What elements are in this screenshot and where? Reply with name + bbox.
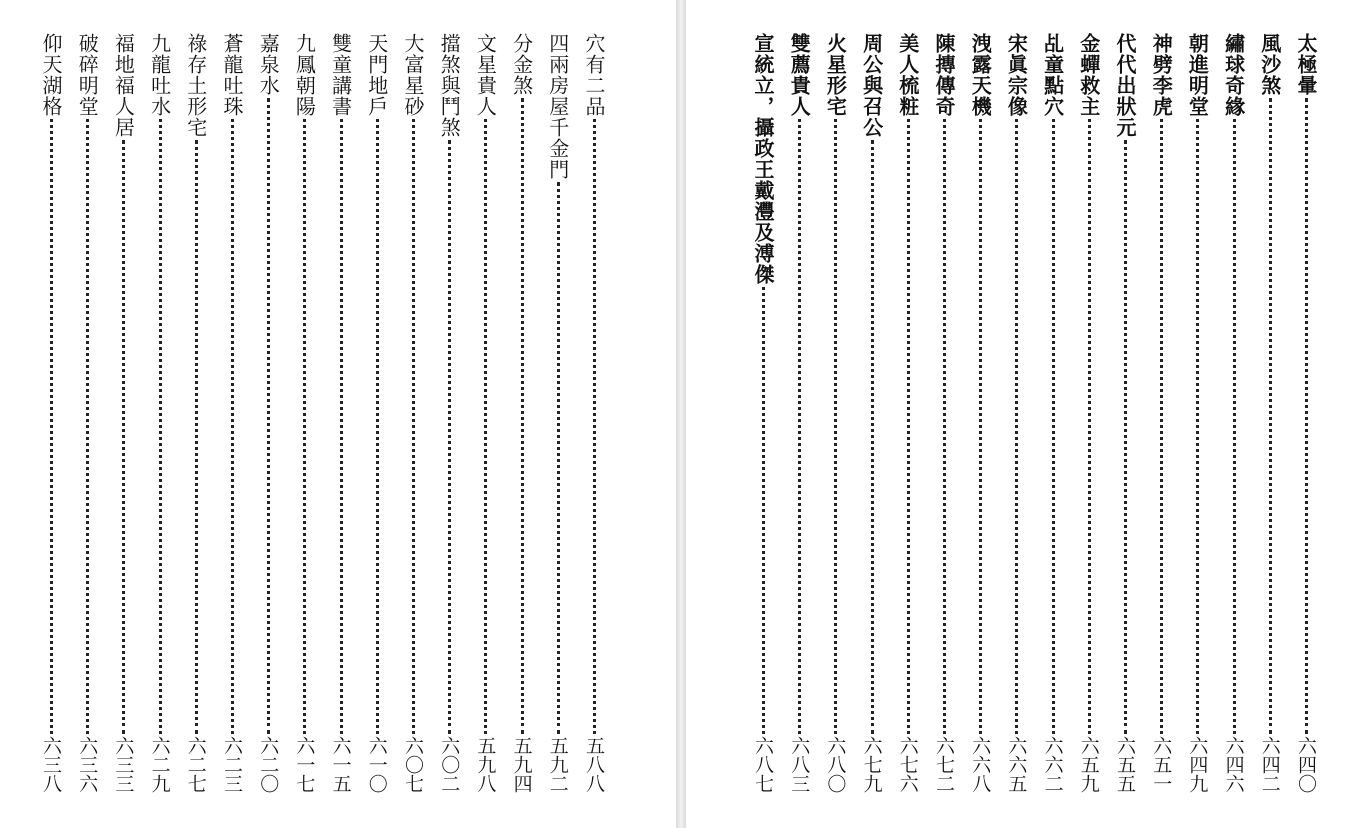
- toc-entry-title: 祿存土形宅: [183, 33, 208, 138]
- toc-entry[interactable]: [437, 33, 461, 793]
- toc-entry[interactable]: [329, 33, 353, 793]
- toc-entry[interactable]: [968, 33, 992, 793]
- toc-entry[interactable]: [1149, 33, 1173, 793]
- toc-entry-page-number: 六五一: [1150, 736, 1173, 793]
- dot-leader: [1088, 119, 1091, 734]
- right-page: [686, 0, 1360, 828]
- toc-entry[interactable]: [365, 33, 389, 793]
- dot-leader: [1052, 119, 1055, 734]
- dot-leader: [1233, 119, 1236, 734]
- toc-entry-page-number: 六八七: [752, 736, 774, 793]
- toc-entry[interactable]: [1185, 33, 1209, 793]
- dot-leader: [1196, 119, 1199, 734]
- toc-entry-page-number: 五九八: [474, 736, 497, 793]
- dot-leader: [448, 140, 451, 734]
- toc-entry-title: 九龍吐水: [147, 33, 172, 117]
- toc-entry-page-number: 六四九: [1186, 736, 1209, 793]
- dot-leader: [159, 119, 162, 734]
- dot-leader: [50, 119, 53, 734]
- toc-entry-title: 雙童講書: [328, 33, 353, 117]
- dot-leader: [1305, 98, 1308, 734]
- toc-entry[interactable]: [1222, 33, 1246, 793]
- left-page: [0, 0, 676, 828]
- toc-entry-page-number: 六六五: [1005, 736, 1028, 793]
- toc-entry[interactable]: [546, 33, 570, 793]
- toc-entry-page-number: 六三八: [40, 736, 62, 793]
- toc-entry-title: 四兩房屋千金門: [545, 33, 570, 180]
- dot-leader: [521, 98, 524, 734]
- toc-entry[interactable]: [896, 33, 920, 793]
- dot-leader: [907, 119, 910, 734]
- book-gutter: [676, 0, 686, 828]
- toc-entry-title: 陳摶傳奇: [932, 33, 956, 117]
- toc-entry-page-number: 六一七: [293, 736, 316, 793]
- dot-leader: [979, 119, 982, 734]
- toc-entry-title: 代代出狀元: [1113, 33, 1137, 138]
- toc-entry-title: 文星貴人: [473, 33, 498, 117]
- dot-leader: [871, 140, 874, 734]
- toc-entry-title: 太極暈: [1294, 33, 1318, 96]
- toc-entry[interactable]: [1294, 33, 1318, 793]
- toc-entry[interactable]: [111, 33, 135, 793]
- toc-entry-page-number: 六四二: [1258, 736, 1281, 793]
- toc-entry-page-number: 五八八: [583, 736, 605, 793]
- dot-leader: [340, 119, 343, 734]
- toc-entry-page-number: 六一〇: [365, 736, 388, 793]
- toc-entry[interactable]: [473, 33, 497, 793]
- toc-entry-title: 朝進明堂: [1185, 33, 1210, 117]
- dot-leader: [195, 140, 198, 734]
- toc-entry[interactable]: [823, 33, 847, 793]
- toc-entry[interactable]: [1113, 33, 1137, 793]
- toc-entry[interactable]: [39, 33, 63, 793]
- toc-entry-title: 周公與召公: [859, 33, 884, 138]
- toc-entry-page-number: 六一五: [329, 736, 352, 793]
- toc-entry-title: 風沙煞: [1257, 33, 1282, 96]
- toc-entry-title: 雙薦貴人: [787, 33, 812, 117]
- toc-entry[interactable]: [148, 33, 172, 793]
- toc-entry-title: 宣統立，攝政王戴灃及溥傑: [751, 33, 775, 285]
- toc-entry-page-number: 五九二: [546, 736, 569, 793]
- toc-entry-title: 穴有二品: [582, 33, 606, 117]
- toc-entry-page-number: 六四六: [1222, 736, 1245, 793]
- toc-entry[interactable]: [1077, 33, 1101, 793]
- dot-leader: [122, 140, 125, 734]
- toc-entry[interactable]: [220, 33, 244, 793]
- dot-leader: [86, 119, 89, 734]
- toc-entry-title: 金蟬救主: [1076, 33, 1101, 117]
- toc-entry-page-number: 六三六: [76, 736, 99, 793]
- toc-entry[interactable]: [1004, 33, 1028, 793]
- toc-entry-page-number: 六七二: [933, 736, 955, 793]
- toc-entry-title: 仰天湖格: [39, 33, 63, 117]
- dot-leader: [762, 287, 765, 734]
- toc-entry-page-number: 六五五: [1114, 736, 1136, 793]
- toc-entry[interactable]: [932, 33, 956, 793]
- toc-entry-page-number: 六三三: [112, 736, 135, 793]
- toc-entry-page-number: 六四〇: [1295, 736, 1317, 793]
- toc-entry[interactable]: [860, 33, 884, 793]
- dot-leader: [412, 119, 415, 734]
- toc-entry-title: 嘉泉水: [256, 33, 281, 96]
- toc-entry[interactable]: [1041, 33, 1065, 793]
- toc-entry-page-number: 六六二: [1041, 736, 1064, 793]
- toc-entry-title: 洩露天機: [968, 33, 993, 117]
- toc-entry-page-number: 六〇二: [438, 736, 461, 793]
- toc-entry-page-number: 六〇七: [402, 736, 424, 793]
- toc-entry-page-number: 六二〇: [257, 736, 280, 793]
- toc-entry[interactable]: [184, 33, 208, 793]
- dot-leader: [798, 119, 801, 734]
- toc-entry-title: 宋眞宗像: [1004, 33, 1029, 117]
- toc-entry[interactable]: [256, 33, 280, 793]
- toc-entry[interactable]: [582, 33, 606, 793]
- toc-entry-page-number: 六二七: [184, 736, 207, 793]
- dot-leader: [1124, 140, 1127, 734]
- toc-entry[interactable]: [787, 33, 811, 793]
- toc-entry-title: 九鳳朝陽: [292, 33, 317, 117]
- dot-leader: [267, 98, 270, 734]
- dot-leader: [1015, 119, 1018, 734]
- toc-entry-title: 分金煞: [509, 33, 534, 96]
- toc-entry[interactable]: [1258, 33, 1282, 793]
- toc-entry-title: 破碎明堂: [75, 33, 100, 117]
- toc-entry-page-number: 六七九: [860, 736, 883, 793]
- toc-entry-page-number: 六八〇: [824, 736, 847, 793]
- toc-entry-title: 天門地戶: [364, 33, 389, 117]
- toc-entry[interactable]: [751, 33, 775, 793]
- toc-entry-page-number: 六六八: [969, 736, 992, 793]
- dot-leader: [943, 119, 946, 734]
- dot-leader: [593, 119, 596, 734]
- toc-entry-page-number: 六五九: [1077, 736, 1100, 793]
- toc-entry-title: 火星形宅: [823, 33, 848, 117]
- toc-entry-title: 擋煞與鬥煞: [437, 33, 462, 138]
- toc-entry-page-number: 六二九: [148, 736, 171, 793]
- dot-leader: [1269, 98, 1272, 734]
- dot-leader: [1160, 119, 1163, 734]
- toc-entry-page-number: 六八三: [788, 736, 811, 793]
- dot-leader: [376, 119, 379, 734]
- dot-leader: [231, 119, 234, 734]
- toc-entry-title: 繡球奇緣: [1221, 33, 1246, 117]
- toc-entry-title: 大富星砂: [401, 33, 425, 117]
- toc-entry[interactable]: [292, 33, 316, 793]
- dot-leader: [557, 182, 560, 734]
- toc-entry[interactable]: [75, 33, 99, 793]
- toc-entry-page-number: 六二三: [221, 736, 243, 793]
- toc-entry-title: 美人梳粧: [895, 33, 920, 117]
- toc-entry-title: 乩童點穴: [1040, 33, 1065, 117]
- dot-leader: [484, 119, 487, 734]
- dot-leader: [834, 119, 837, 734]
- dot-leader: [303, 119, 306, 734]
- toc-entry-title: 蒼龍吐珠: [220, 33, 244, 117]
- toc-entry-title: 福地福人居: [111, 33, 136, 138]
- toc-entry-page-number: 五九四: [510, 736, 533, 793]
- toc-entry[interactable]: [401, 33, 425, 793]
- toc-entry[interactable]: [510, 33, 534, 793]
- toc-entry-page-number: 六七六: [896, 736, 919, 793]
- toc-entry-title: 神劈李虎: [1149, 33, 1174, 117]
